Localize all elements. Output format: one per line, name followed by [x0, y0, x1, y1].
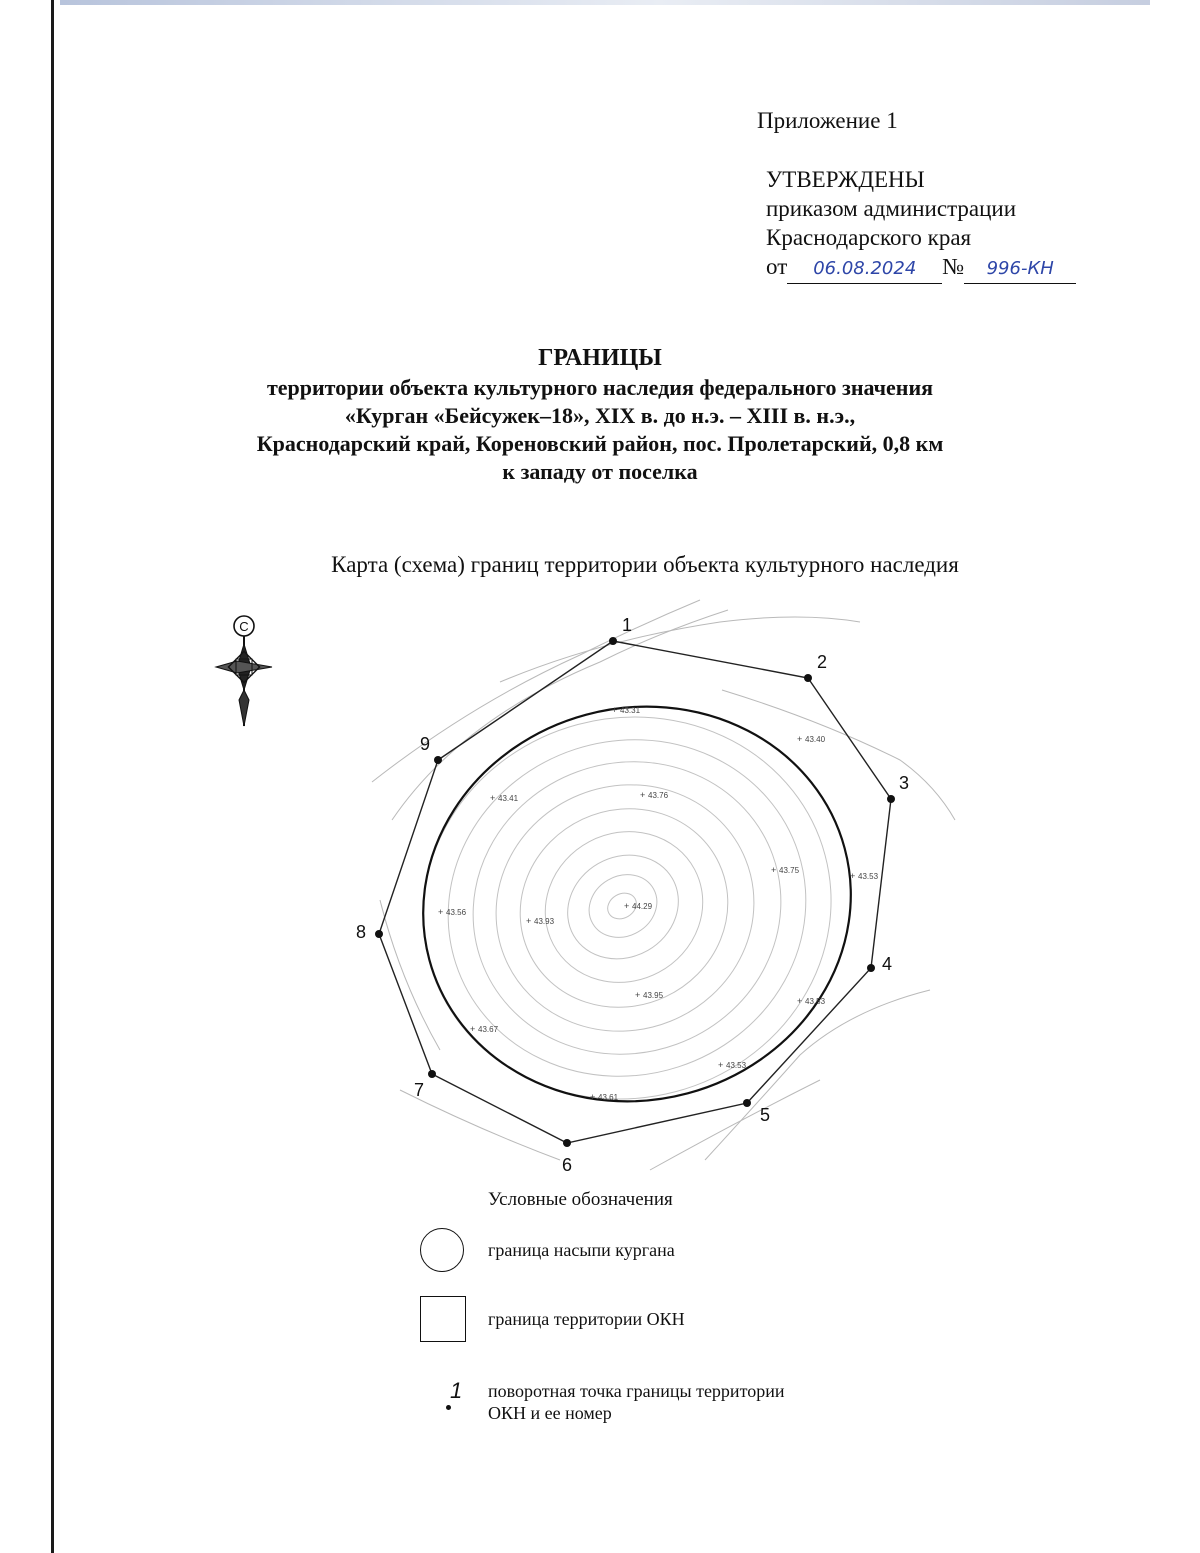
elevation-mark: [612, 705, 641, 715]
turning-point-label-8: 8: [355, 922, 367, 942]
elevation-label: 43.53: [858, 872, 879, 881]
elevation-label: 43.56: [446, 908, 467, 917]
svg-text:+: +: [797, 996, 803, 1006]
elevation-label: 44.29: [632, 902, 653, 911]
elevation-mark: [635, 990, 664, 1000]
elevation-label: 43.53: [805, 997, 826, 1006]
terrain-contours: [372, 600, 955, 1170]
scan-top-edge: [60, 0, 1150, 5]
turning-point-8: [375, 930, 383, 938]
elevation-label: 43.93: [534, 917, 555, 926]
order-date-handwritten: 06.08.2024: [787, 254, 942, 284]
elevation-mark: [590, 1092, 619, 1102]
scan-left-edge: [51, 0, 54, 1553]
title-line-2: «Курган «Бейсужек–18», XIX в. до н.э. – XIII в. н.э.,: [344, 403, 856, 428]
square-icon: [420, 1296, 466, 1342]
turning-point-6: [563, 1139, 571, 1147]
approved-label: УТВЕРЖДЕНЫ: [766, 167, 925, 192]
turning-point-9: [434, 756, 442, 764]
title-main: ГРАНИЦЫ: [538, 345, 662, 371]
svg-text:+: +: [490, 793, 496, 803]
turning-point-icon: [420, 1378, 466, 1424]
svg-text:+: +: [771, 865, 777, 875]
svg-text:+: +: [612, 705, 618, 715]
turning-point-4: [867, 964, 875, 972]
elevation-mark: [718, 1060, 747, 1070]
elevation-mark: [771, 865, 800, 875]
boundary-map: [200, 595, 960, 1200]
elevation-mark: [640, 790, 669, 800]
turning-point-label-6: 6: [561, 1155, 573, 1175]
elevation-label: 43.75: [779, 866, 800, 875]
title-line-1: территории объекта культурного наследия федерального значения: [266, 375, 934, 400]
turning-point-1: [609, 637, 617, 645]
legend-turning-point-line-1: поворотная точка границы территории: [488, 1381, 785, 1401]
elevation-mark: [438, 907, 467, 917]
appendix-label: Приложение 1: [757, 108, 898, 133]
boundary-map-drawing: [200, 595, 960, 1195]
turning-point-3: [887, 795, 895, 803]
turning-point-label-5: 5: [759, 1105, 771, 1125]
elevation-mark: [850, 871, 879, 881]
elevation-label: 43.31: [620, 706, 641, 715]
svg-text:+: +: [470, 1024, 476, 1034]
territory-boundary: [379, 641, 891, 1143]
elevation-label: 43.61: [598, 1093, 619, 1102]
turning-point-label-7: 7: [413, 1080, 425, 1100]
turning-point-2: [804, 674, 812, 682]
legend-turning-point-text: [488, 1380, 784, 1424]
turning-point-label-3: 3: [898, 773, 910, 793]
legend-territory-boundary-text: граница территории ОКН: [488, 1309, 685, 1329]
turning-point-label-4: 4: [881, 954, 893, 974]
svg-text:+: +: [850, 871, 856, 881]
elevation-label: 43.76: [648, 791, 669, 800]
date-prefix: от: [766, 254, 788, 279]
turning-point-label-9: 9: [419, 734, 431, 754]
map-caption: Карта (схема) границ территории объекта культурного наследия: [331, 552, 959, 577]
order-label: приказом администрации: [766, 196, 1017, 221]
turning-point-label-2: 2: [816, 652, 828, 672]
svg-text:+: +: [718, 1060, 724, 1070]
svg-text:+: +: [640, 790, 646, 800]
svg-text:+: +: [590, 1092, 596, 1102]
elevation-mark: [797, 734, 826, 744]
elevation-mark: [624, 901, 653, 911]
elevation-mark: [490, 793, 519, 803]
elevation-label: 43.40: [805, 735, 826, 744]
turning-point-sample-number: 1: [450, 1378, 463, 1403]
order-date-line: [766, 252, 1076, 284]
legend-turning-point-line-2: ОКН и ее номер: [488, 1403, 612, 1423]
elevation-label: 43.41: [498, 794, 519, 803]
region-label: Краснодарского края: [766, 225, 972, 250]
legend-mound-boundary-text: граница насыпи кургана: [488, 1240, 675, 1260]
north-letter: С: [239, 619, 249, 634]
elevation-marks: [438, 705, 879, 1102]
circle-icon: [420, 1228, 464, 1272]
document-title: [150, 342, 1050, 486]
turning-point-7: [428, 1070, 436, 1078]
order-number-handwritten: 996-КН: [964, 254, 1076, 284]
elevation-mark: [797, 996, 826, 1006]
elevation-label: 43.95: [643, 991, 664, 1000]
elevation-label: 43.67: [478, 1025, 499, 1034]
turning-point-label-1: 1: [621, 615, 633, 635]
north-arrow-icon: [216, 616, 272, 726]
elevation-mark: [470, 1024, 499, 1034]
approval-block: [766, 165, 1076, 284]
svg-text:+: +: [438, 907, 444, 917]
title-line-3: Краснодарский край, Кореновский район, пос. Пролетарский, 0,8 км: [256, 431, 944, 456]
number-sign: №: [942, 254, 965, 279]
svg-text:+: +: [797, 734, 803, 744]
svg-text:+: +: [635, 990, 641, 1000]
elevation-label: 43.53: [726, 1061, 747, 1070]
svg-text:+: +: [526, 916, 532, 926]
turning-point-5: [743, 1099, 751, 1107]
turning-point-dot: [446, 1405, 451, 1410]
elevation-mark: [526, 916, 555, 926]
svg-text:+: +: [624, 901, 630, 911]
legend-title: Условные обозначения: [488, 1189, 673, 1210]
title-line-4: к западу от поселка: [502, 459, 698, 484]
